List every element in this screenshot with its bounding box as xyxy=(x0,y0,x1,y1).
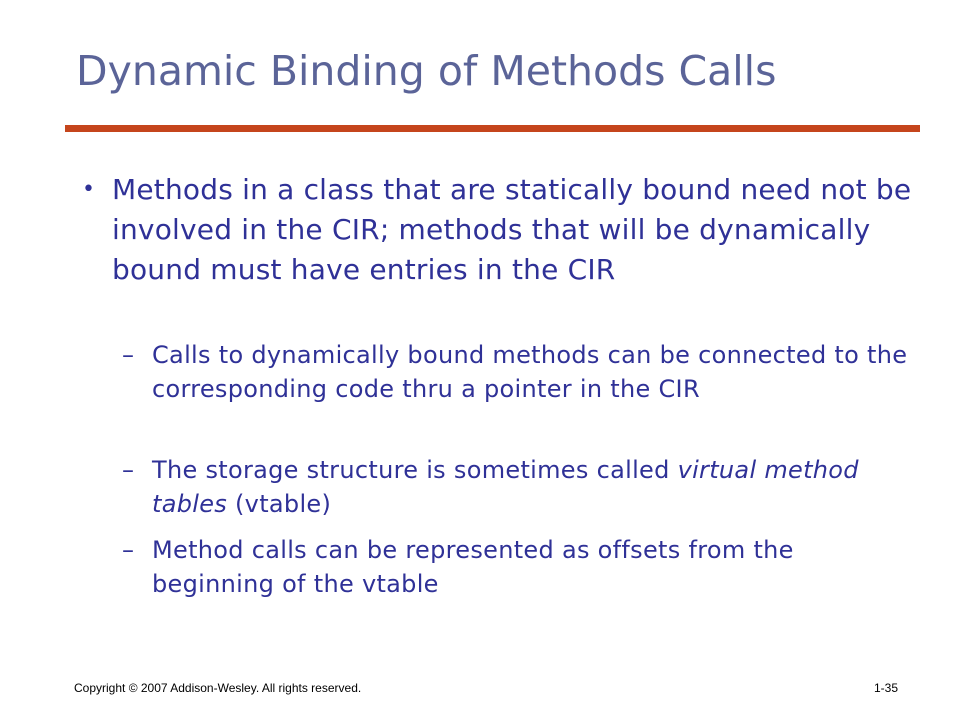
footer-copyright: Copyright © 2007 Addison-Wesley. All rights reserved. xyxy=(74,681,362,695)
footer-page-number: 1-35 xyxy=(873,681,898,695)
sub-bullet-item xyxy=(122,453,922,521)
bullet-item xyxy=(82,170,912,290)
sub-bullet-text-tail: (vtable) xyxy=(227,490,332,518)
bullet-text: Methods in a class that are statically bound need not be involved in the CIR; methods that will be dynamically bound must have entries in the CIR xyxy=(112,173,912,286)
sub-bullet-text-lead: The storage structure is sometimes called xyxy=(152,456,678,484)
sub-bullet-text: Calls to dynamically bound methods can be connected to the corresponding code thru a pointer in the CIR xyxy=(152,341,908,403)
sub-bullet-marker: – xyxy=(122,536,134,564)
sub-bullet-marker: – xyxy=(122,341,134,369)
sub-bullet-item xyxy=(122,533,922,601)
emphasized-term: virtual method tables xyxy=(152,456,859,518)
bullet-marker: • xyxy=(82,177,95,202)
sub-bullet-text xyxy=(152,453,922,521)
sub-bullet-text: Method calls can be represented as offsets from the beginning of the vtable xyxy=(152,536,794,598)
sub-bullet-marker: – xyxy=(122,456,134,484)
slide-title: Dynamic Binding of Methods Calls xyxy=(76,47,777,95)
sub-bullet-item xyxy=(122,338,922,406)
